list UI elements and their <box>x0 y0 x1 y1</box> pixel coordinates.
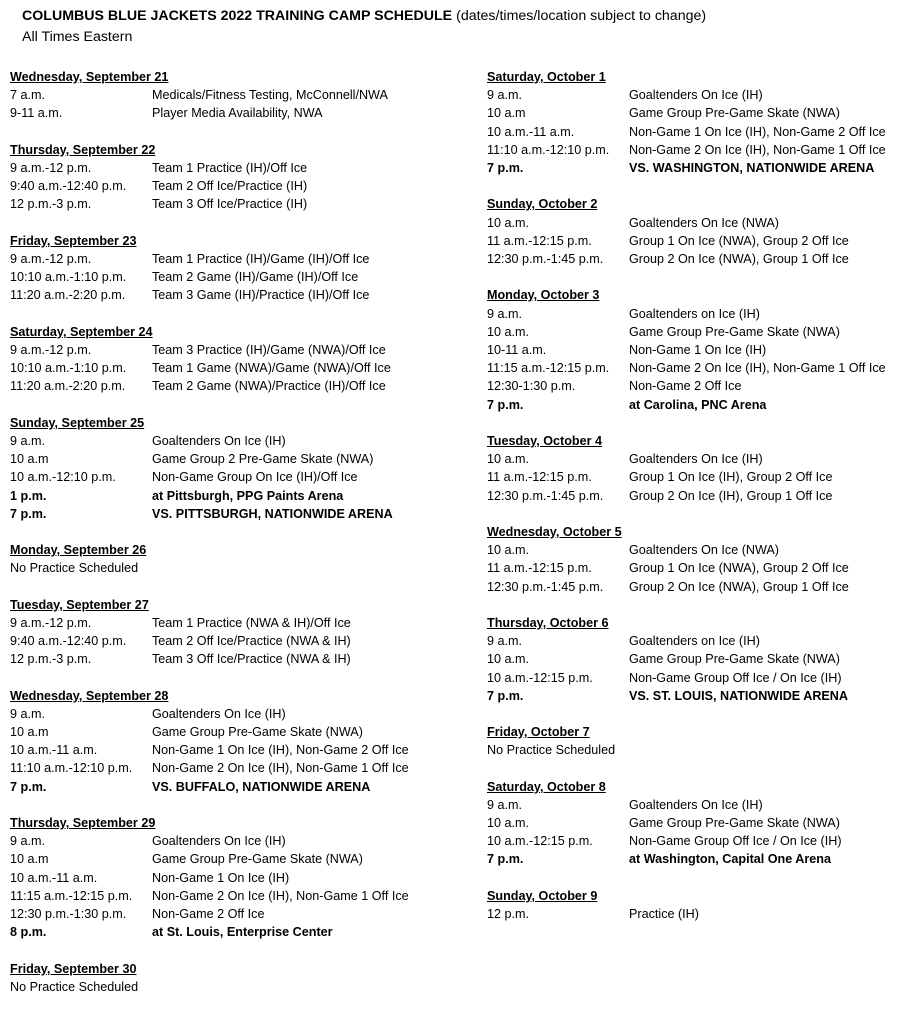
time-cell: 11:10 a.m.-12:10 p.m. <box>10 761 133 776</box>
time-cell: 9:40 a.m.-12:40 p.m. <box>10 179 127 194</box>
schedule-column-left <box>10 68 470 1014</box>
activity-cell: Team 3 Practice (IH)/Game (NWA)/Off Ice <box>152 342 386 357</box>
day-heading: Saturday, September 24 <box>10 324 153 339</box>
activity-cell: Non-Game 1 On Ice (IH), Non-Game 2 Off Ice <box>152 743 409 758</box>
day-block <box>10 960 470 996</box>
schedule-row <box>487 214 907 232</box>
time-cell: 9 a.m.-12 p.m. <box>10 251 92 266</box>
day-block <box>10 232 470 305</box>
day-block <box>10 541 470 577</box>
schedule-row <box>487 141 907 159</box>
activity-cell: Team 2 Off Ice/Practice (NWA & IH) <box>152 634 351 649</box>
page-title <box>22 6 706 27</box>
day-heading: Tuesday, October 4 <box>487 433 603 448</box>
day-heading: Monday, October 3 <box>487 288 600 303</box>
time-cell: 9 a.m. <box>487 634 522 649</box>
game-row <box>10 487 470 505</box>
activity-cell: Game Group Pre-Game Skate (NWA) <box>629 652 840 667</box>
schedule-row <box>10 705 470 723</box>
day-block <box>10 414 470 523</box>
time-cell: 9 a.m. <box>10 433 45 448</box>
time-cell: 7 p.m. <box>487 397 524 412</box>
activity-cell: Player Media Availability, NWA <box>152 106 323 121</box>
activity-cell: Non-Game 2 On Ice (IH), Non-Game 1 Off Ice <box>629 142 886 157</box>
activity-cell: Goaltenders On Ice (IH) <box>152 433 286 448</box>
time-cell: 9 a.m.-12 p.m. <box>10 342 92 357</box>
day-block <box>487 778 907 869</box>
time-cell: 12:30-1:30 p.m. <box>487 379 576 394</box>
activity-cell: at Carolina, PNC Arena <box>629 397 767 412</box>
schedule-row <box>10 723 470 741</box>
day-heading: Sunday, October 9 <box>487 888 598 903</box>
time-cell: 12 p.m. <box>487 907 529 922</box>
activity-cell: Group 2 On Ice (NWA), Group 1 Off Ice <box>629 251 849 266</box>
schedule-row <box>10 432 470 450</box>
day-block <box>10 323 470 396</box>
time-cell: 10 a.m.-11 a.m. <box>10 870 98 885</box>
time-cell: 7 p.m. <box>10 506 47 521</box>
day-block <box>10 68 470 123</box>
activity-cell: VS. BUFFALO, NATIONWIDE ARENA <box>152 779 371 794</box>
day-block <box>487 432 907 505</box>
time-cell: 10 a.m.-12:15 p.m. <box>487 834 593 849</box>
game-row <box>10 923 470 941</box>
day-note: No Practice Scheduled <box>10 561 139 576</box>
schedule-row <box>10 177 470 195</box>
activity-cell: Team 2 Off Ice/Practice (IH) <box>152 179 308 194</box>
activity-cell: Non-Game 1 On Ice (IH) <box>152 870 290 885</box>
time-cell: 10 a.m. <box>487 452 529 467</box>
activity-cell: Non-Game 1 On Ice (IH) <box>629 342 767 357</box>
day-heading: Thursday, October 6 <box>487 615 609 630</box>
time-cell: 11 a.m.-12:15 p.m. <box>487 233 592 248</box>
day-heading: Sunday, October 2 <box>487 197 598 212</box>
activity-cell: at St. Louis, Enterprise Center <box>152 925 333 940</box>
game-row <box>487 687 907 705</box>
day-heading: Wednesday, October 5 <box>487 524 622 539</box>
activity-cell: Group 1 On Ice (NWA), Group 2 Off Ice <box>629 233 849 248</box>
time-cell: 10 a.m. <box>487 816 529 831</box>
activity-cell: Team 1 Practice (NWA & IH)/Off Ice <box>152 615 351 630</box>
activity-cell: Group 1 On Ice (NWA), Group 2 Off Ice <box>629 561 849 576</box>
time-cell: 11:15 a.m.-12:15 p.m. <box>10 888 133 903</box>
schedule-row <box>487 650 907 668</box>
schedule-row <box>487 578 907 596</box>
time-cell: 10-11 a.m. <box>487 342 547 357</box>
time-cell: 10:10 a.m.-1:10 p.m. <box>10 270 127 285</box>
activity-cell: Group 2 On Ice (IH), Group 1 Off Ice <box>629 488 833 503</box>
day-heading: Monday, September 26 <box>10 543 147 558</box>
time-cell: 12 p.m.-3 p.m. <box>10 652 92 667</box>
day-block <box>487 887 907 923</box>
activity-cell: Game Group Pre-Game Skate (NWA) <box>629 106 840 121</box>
day-heading: Wednesday, September 28 <box>10 688 169 703</box>
time-cell: 8 p.m. <box>10 925 47 940</box>
time-cell: 10 a.m.-11 a.m. <box>10 743 98 758</box>
time-cell: 9 a.m. <box>487 306 522 321</box>
schedule-row <box>487 86 907 104</box>
schedule-row <box>10 377 470 395</box>
day-block <box>487 723 907 759</box>
time-cell: 11:15 a.m.-12:15 p.m. <box>487 361 610 376</box>
schedule-row <box>487 232 907 250</box>
time-cell: 11 a.m.-12:15 p.m. <box>487 561 592 576</box>
time-cell: 1 p.m. <box>10 488 47 503</box>
day-block <box>487 195 907 268</box>
day-heading: Saturday, October 8 <box>487 779 606 794</box>
day-note: No Practice Scheduled <box>10 979 139 994</box>
schedule-column-right <box>487 68 907 941</box>
activity-cell: Non-Game Group Off Ice / On Ice (IH) <box>629 834 842 849</box>
schedule-row <box>10 268 470 286</box>
time-cell: 11:20 a.m.-2:20 p.m. <box>10 288 126 303</box>
schedule-row <box>10 632 470 650</box>
time-cell: 10 a.m <box>10 452 49 467</box>
schedule-row <box>10 759 470 777</box>
day-block <box>10 596 470 669</box>
day-heading: Thursday, September 29 <box>10 816 156 831</box>
time-cell: 10 a.m.-12:15 p.m. <box>487 670 593 685</box>
page-header <box>22 6 706 48</box>
activity-cell: Non-Game 2 On Ice (IH), Non-Game 1 Off Ice <box>152 888 409 903</box>
time-cell: 11:20 a.m.-2:20 p.m. <box>10 379 126 394</box>
activity-cell: Non-Game 2 On Ice (IH), Non-Game 1 Off Ice <box>152 761 409 776</box>
time-cell: 10 a.m.-12:10 p.m. <box>10 470 116 485</box>
day-heading: Sunday, September 25 <box>10 415 145 430</box>
day-heading: Saturday, October 1 <box>487 70 606 84</box>
time-cell: 12:30 p.m.-1:30 p.m. <box>10 907 127 922</box>
time-cell: 9 a.m. <box>487 88 522 103</box>
game-row <box>487 159 907 177</box>
game-row <box>10 505 470 523</box>
game-row <box>487 396 907 414</box>
time-cell: 7 p.m. <box>487 688 524 703</box>
time-cell: 11 a.m.-12:15 p.m. <box>487 470 592 485</box>
schedule-row <box>487 559 907 577</box>
activity-cell: Group 2 On Ice (NWA), Group 1 Off Ice <box>629 579 849 594</box>
schedule-row <box>10 450 470 468</box>
day-block <box>10 687 470 796</box>
time-cell: 9 a.m.-12 p.m. <box>10 615 92 630</box>
time-cell: 10 a.m. <box>487 652 529 667</box>
schedule-row <box>10 741 470 759</box>
time-cell: 9 a.m. <box>10 834 45 849</box>
activity-cell: Team 3 Game (IH)/Practice (IH)/Off Ice <box>152 288 370 303</box>
activity-cell: Goaltenders On Ice (NWA) <box>629 543 780 558</box>
day-heading: Friday, September 23 <box>10 233 137 248</box>
schedule-row <box>487 905 907 923</box>
time-cell: 12:30 p.m.-1:45 p.m. <box>487 488 604 503</box>
schedule-row <box>10 195 470 213</box>
activity-cell: at Pittsburgh, PPG Paints Arena <box>152 488 344 503</box>
day-note: No Practice Scheduled <box>487 743 616 758</box>
game-row <box>487 850 907 868</box>
activity-cell: Team 1 Practice (IH)/Game (IH)/Off Ice <box>152 251 370 266</box>
time-cell: 10 a.m.-11 a.m. <box>487 124 575 139</box>
day-block <box>10 141 470 214</box>
schedule-row <box>487 305 907 323</box>
schedule-row <box>10 887 470 905</box>
activity-cell: Team 1 Game (NWA)/Game (NWA)/Off Ice <box>152 361 391 376</box>
time-cell: 9-11 a.m. <box>10 106 63 121</box>
activity-cell: Team 2 Game (IH)/Game (IH)/Off Ice <box>152 270 359 285</box>
activity-cell: Game Group 2 Pre-Game Skate (NWA) <box>152 452 374 467</box>
schedule-row <box>487 250 907 268</box>
activity-cell: VS. WASHINGTON, NATIONWIDE ARENA <box>629 161 875 175</box>
activity-cell: Goaltenders On Ice (IH) <box>152 706 286 721</box>
time-cell: 10 a.m. <box>487 324 529 339</box>
title-note: (dates/times/location subject to change) <box>452 8 707 24</box>
time-cell: 7 p.m. <box>487 161 524 175</box>
schedule-row <box>487 832 907 850</box>
schedule-row <box>487 541 907 559</box>
time-cell: 10 a.m <box>10 852 49 867</box>
day-heading: Friday, October 7 <box>487 725 590 740</box>
time-cell: 10 a.m <box>487 106 526 121</box>
schedule-row <box>487 359 907 377</box>
activity-cell: Game Group Pre-Game Skate (NWA) <box>629 324 840 339</box>
schedule-row <box>10 614 470 632</box>
schedule-row <box>10 832 470 850</box>
activity-cell: Non-Game Group Off Ice / On Ice (IH) <box>629 670 842 685</box>
page-subtitle: All Times Eastern <box>22 29 133 45</box>
day-heading: Friday, September 30 <box>10 961 137 976</box>
schedule-row <box>487 669 907 687</box>
schedule-row <box>10 86 470 104</box>
day-block <box>10 814 470 941</box>
schedule-row <box>10 159 470 177</box>
schedule-row <box>487 632 907 650</box>
activity-cell: Medicals/Fitness Testing, McConnell/NWA <box>152 88 388 103</box>
activity-cell: Non-Game 2 On Ice (IH), Non-Game 1 Off Ice <box>629 361 886 376</box>
time-cell: 10:10 a.m.-1:10 p.m. <box>10 361 127 376</box>
activity-cell: at Washington, Capital One Arena <box>629 852 831 867</box>
activity-cell: Goaltenders On Ice (IH) <box>629 797 763 812</box>
schedule-row <box>10 869 470 887</box>
day-heading: Thursday, September 22 <box>10 142 156 157</box>
activity-cell: Non-Game 1 On Ice (IH), Non-Game 2 Off Ice <box>629 124 886 139</box>
schedule-row <box>487 450 907 468</box>
time-cell: 9 a.m. <box>10 706 45 721</box>
schedule-row <box>487 341 907 359</box>
activity-cell: Goaltenders On Ice (IH) <box>629 88 763 103</box>
day-block <box>487 286 907 413</box>
schedule-row <box>487 123 907 141</box>
schedule-row <box>10 286 470 304</box>
activity-cell: Game Group Pre-Game Skate (NWA) <box>152 725 363 740</box>
day-block <box>487 523 907 596</box>
activity-cell: Game Group Pre-Game Skate (NWA) <box>629 816 840 831</box>
time-cell: 12:30 p.m.-1:45 p.m. <box>487 579 604 594</box>
activity-cell: Goaltenders on Ice (IH) <box>629 306 760 321</box>
time-cell: 10 a.m <box>10 725 49 740</box>
day-block <box>487 68 907 177</box>
schedule-row <box>10 104 470 122</box>
activity-cell: Practice (IH) <box>629 907 699 922</box>
time-cell: 7 a.m. <box>10 88 45 103</box>
time-cell: 9 a.m. <box>487 797 522 812</box>
schedule-row <box>487 487 907 505</box>
schedule-row <box>10 905 470 923</box>
schedule-row <box>10 341 470 359</box>
day-heading: Wednesday, September 21 <box>10 70 169 84</box>
time-cell: 10 a.m. <box>487 543 529 558</box>
schedule-row <box>487 104 907 122</box>
schedule-row <box>10 650 470 668</box>
activity-cell: VS. ST. LOUIS, NATIONWIDE ARENA <box>629 688 848 703</box>
schedule-row <box>10 359 470 377</box>
schedule-row <box>487 377 907 395</box>
activity-cell: Team 1 Practice (IH)/Off Ice <box>152 160 308 175</box>
activity-cell: Team 3 Off Ice/Practice (NWA & IH) <box>152 652 351 667</box>
time-cell: 11:10 a.m.-12:10 p.m. <box>487 142 610 157</box>
activity-cell: Goaltenders on Ice (IH) <box>629 634 760 649</box>
activity-cell: Team 3 Off Ice/Practice (IH) <box>152 197 308 212</box>
schedule-row <box>487 468 907 486</box>
activity-cell: VS. PITTSBURGH, NATIONWIDE ARENA <box>152 506 393 521</box>
time-cell: 9 a.m.-12 p.m. <box>10 160 92 175</box>
activity-cell: Non-Game 2 Off Ice <box>629 379 742 394</box>
time-cell: 7 p.m. <box>487 852 524 867</box>
activity-cell: Game Group Pre-Game Skate (NWA) <box>152 852 363 867</box>
activity-cell: Goaltenders On Ice (NWA) <box>629 215 780 230</box>
title-main: COLUMBUS BLUE JACKETS 2022 TRAINING CAMP SCHEDULE <box>22 8 453 24</box>
schedule-row <box>10 850 470 868</box>
activity-cell: Goaltenders On Ice (IH) <box>629 452 763 467</box>
schedule-row <box>10 468 470 486</box>
time-cell: 9:40 a.m.-12:40 p.m. <box>10 634 127 649</box>
time-cell: 7 p.m. <box>10 779 47 794</box>
day-block <box>487 614 907 705</box>
time-cell: 12 p.m.-3 p.m. <box>10 197 92 212</box>
activity-cell: Non-Game Group On Ice (IH)/Off Ice <box>152 470 358 485</box>
schedule-row <box>487 814 907 832</box>
activity-cell: Team 2 Game (NWA)/Practice (IH)/Off Ice <box>152 379 386 394</box>
time-cell: 10 a.m. <box>487 215 529 230</box>
game-row <box>10 778 470 796</box>
time-cell: 12:30 p.m.-1:45 p.m. <box>487 251 604 266</box>
activity-cell: Group 1 On Ice (IH), Group 2 Off Ice <box>629 470 833 485</box>
schedule-row <box>487 323 907 341</box>
activity-cell: Goaltenders On Ice (IH) <box>152 834 286 849</box>
day-heading: Tuesday, September 27 <box>10 597 149 612</box>
schedule-row <box>10 250 470 268</box>
schedule-row <box>487 796 907 814</box>
activity-cell: Non-Game 2 Off Ice <box>152 907 265 922</box>
